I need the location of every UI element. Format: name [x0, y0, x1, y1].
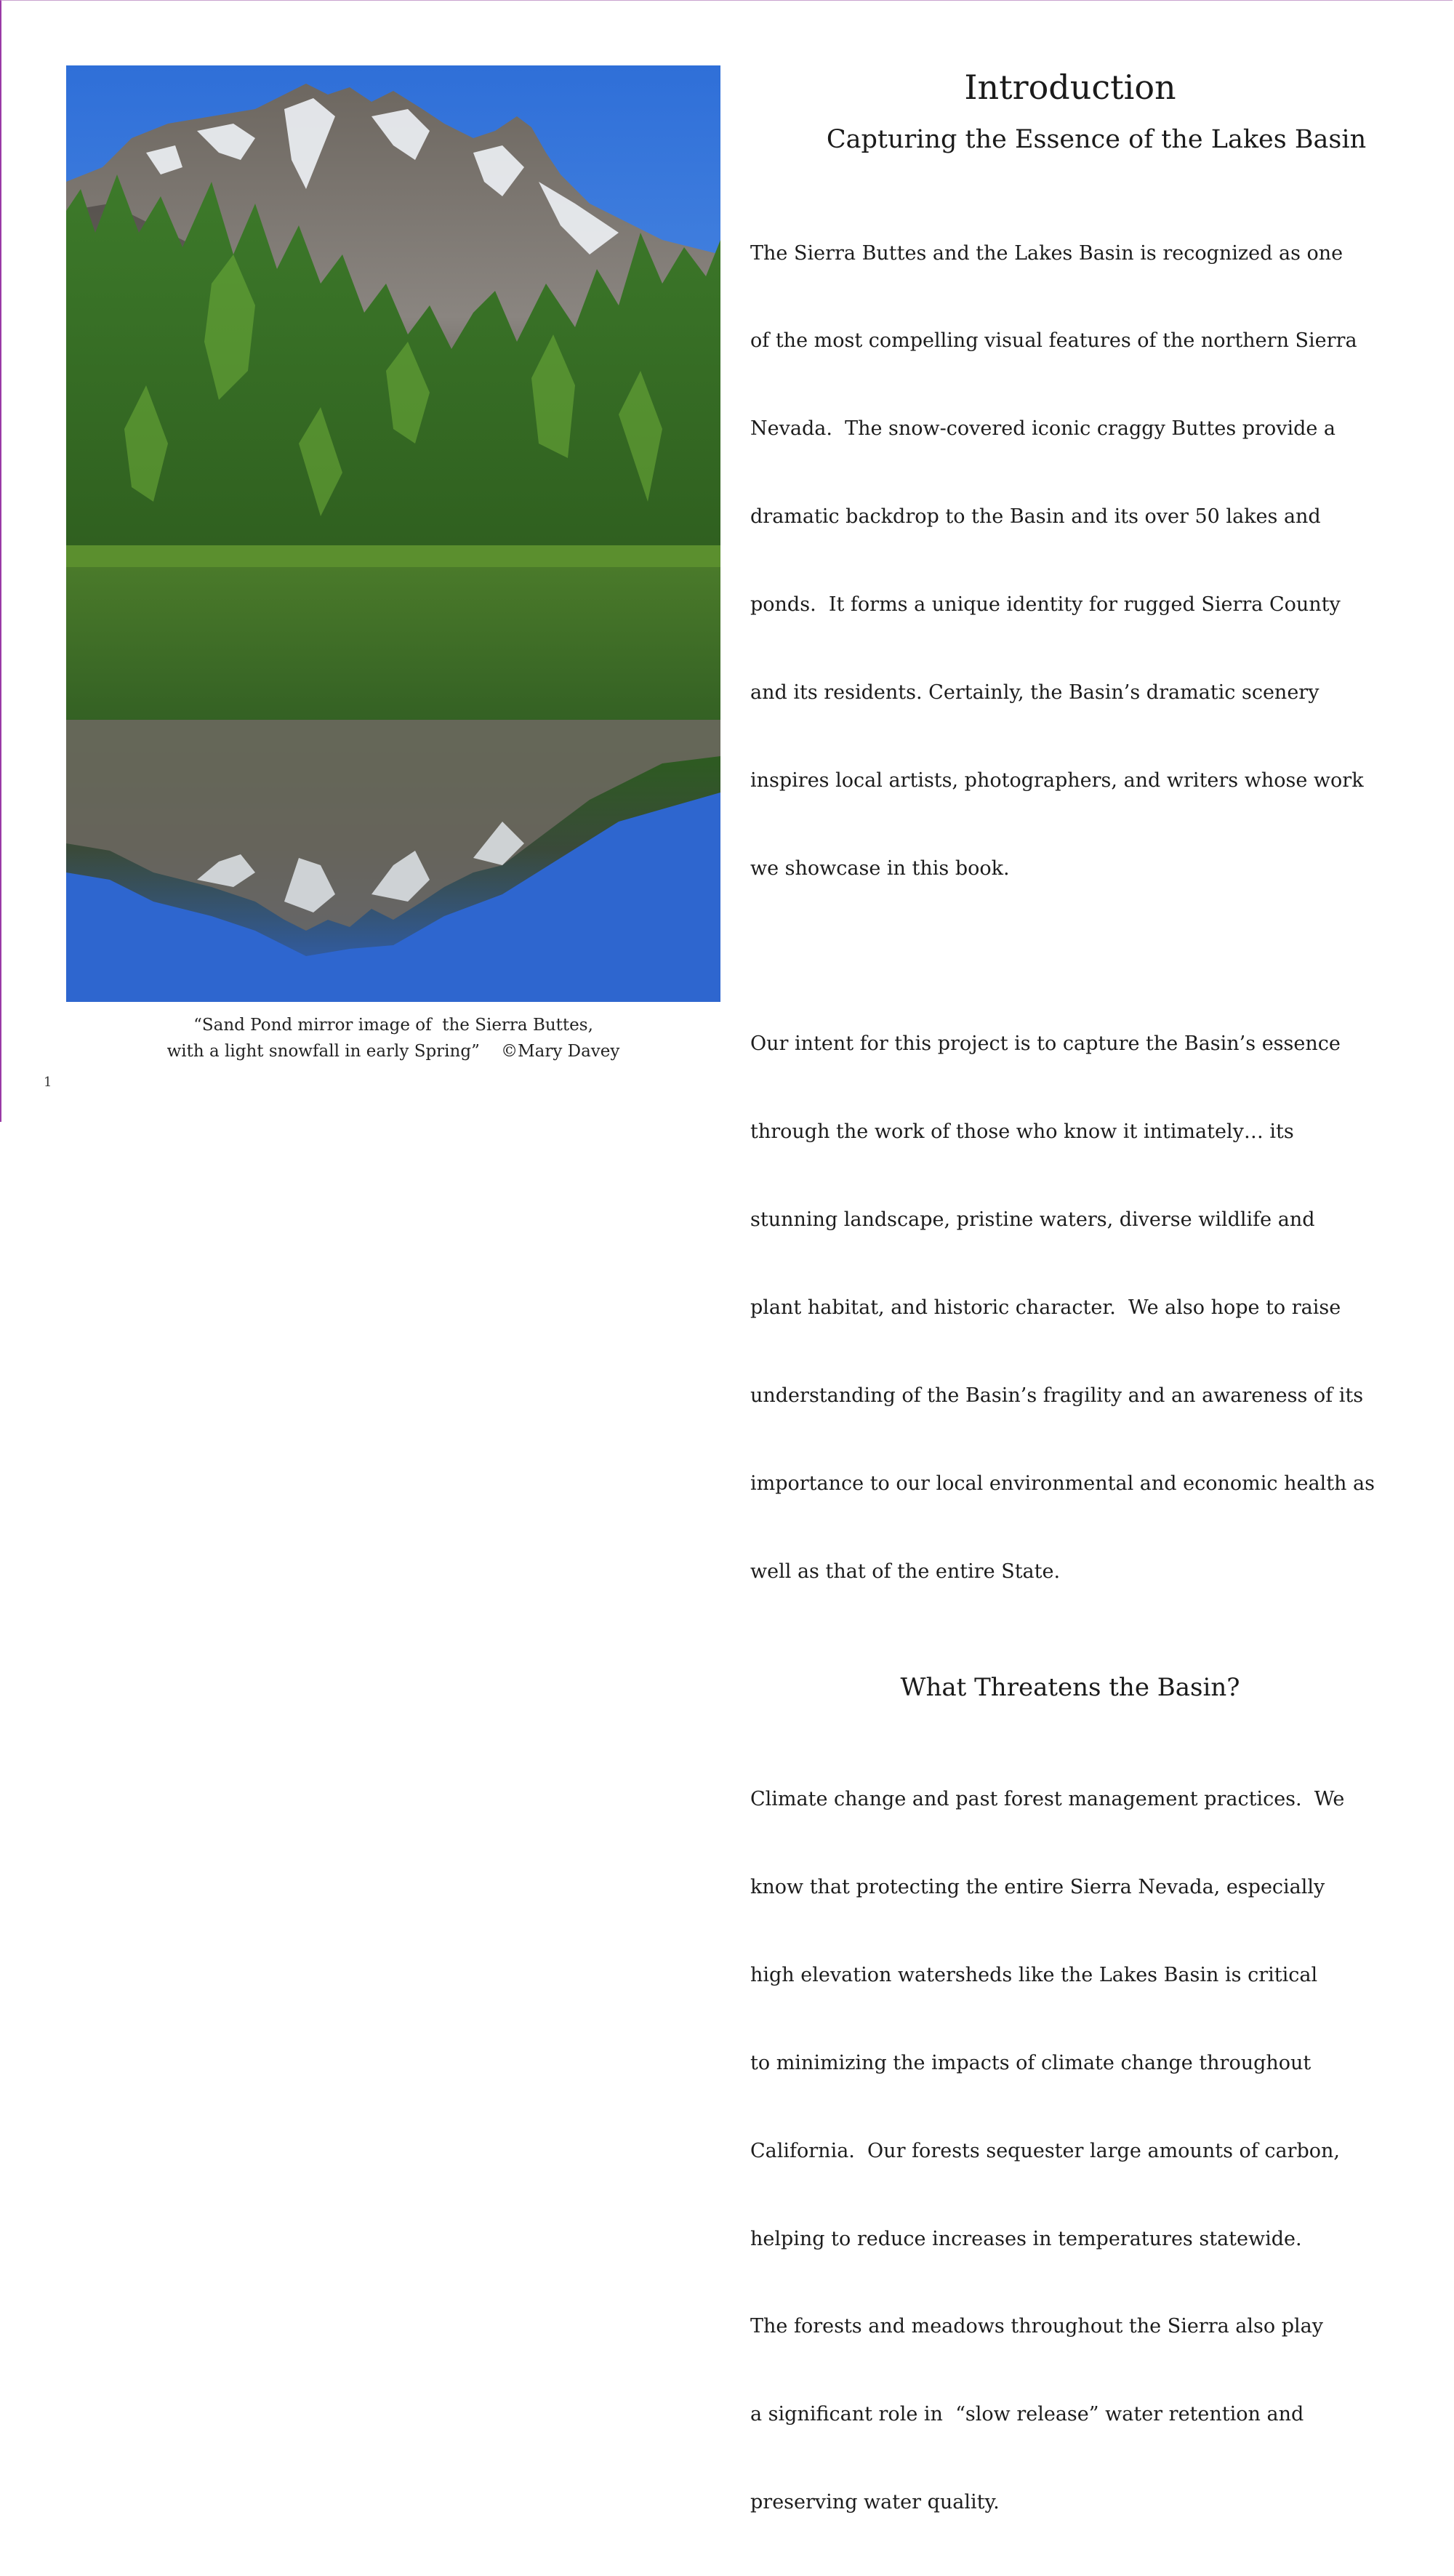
text-line: The Sierra Buttes and the Lakes Basin is recognized as one [750, 241, 1343, 265]
text-line: to minimizing the impacts of climate change throughout [750, 2051, 1312, 2074]
caption-line: “Sand Pond mirror image of the Sierra Buttes, [193, 1016, 593, 1035]
landscape-illustration [66, 65, 720, 1002]
text-line: importance to our local environmental and economic health as [750, 1472, 1375, 1495]
photo-caption [66, 1012, 720, 1064]
text-line: inspires local artists, photographers, and writers whose work [750, 769, 1364, 792]
text-line: we showcase in this book. [750, 856, 1010, 880]
section-subtitle: Capturing the Essence of the Lakes Basin [826, 125, 1367, 154]
text-line: stunning landscape, pristine waters, diverse wildlife and [750, 1208, 1315, 1232]
text-line: plant habitat, and historic character. We also hope to raise [750, 1296, 1341, 1319]
text-line: know that protecting the entire Sierra Nevada, especially [750, 1876, 1325, 1899]
threats-paragraph [750, 1727, 1390, 2576]
page-number: 1 [44, 1075, 52, 1090]
text-line: of the most compelling visual features of the northern Sierra [750, 329, 1357, 353]
text-line: well as that of the entire State. [750, 1560, 1061, 1583]
caption-line: with a light snowfall in early Spring” ©Mary Davey [166, 1042, 620, 1061]
shoreline [66, 545, 720, 567]
text-line: dramatic backdrop to the Basin and its over 50 lakes and [750, 505, 1321, 529]
text-line: and its residents. Certainly, the Basin’s dramatic scenery [750, 681, 1320, 705]
text-line: The forests and meadows throughout the Sierra also play [750, 2315, 1323, 2338]
text-line: California. Our forests sequester large amounts of carbon, [750, 2139, 1340, 2162]
page-title: Introduction [964, 68, 1176, 107]
intro-paragraph-2 [750, 971, 1390, 1645]
intro-paragraph-1 [750, 180, 1390, 942]
text-line: helping to reduce increases in temperatures statewide. [750, 2227, 1302, 2250]
text-line: a significant role in “slow release” water retention and [750, 2403, 1304, 2426]
sierra-buttes-photo [66, 65, 720, 1002]
text-line: Nevada. The snow-covered iconic craggy Buttes provide a [750, 417, 1336, 441]
text-column [750, 64, 1390, 2576]
threats-heading: What Threatens the Basin? [900, 1672, 1240, 1702]
text-line: through the work of those who know it intimately… its [750, 1120, 1294, 1144]
text-line: Climate change and past forest management practices. We [750, 1788, 1345, 1811]
text-line: understanding of the Basin’s fragility and an awareness of its [750, 1384, 1364, 1407]
text-line: preserving water quality. [750, 2491, 1000, 2514]
text-line: Our intent for this project is to capture the Basin’s essence [750, 1032, 1341, 1056]
text-line: ponds. It forms a unique identity for rugged Sierra County [750, 593, 1341, 617]
text-line: high elevation watersheds like the Lakes Basin is critical [750, 1963, 1318, 1986]
